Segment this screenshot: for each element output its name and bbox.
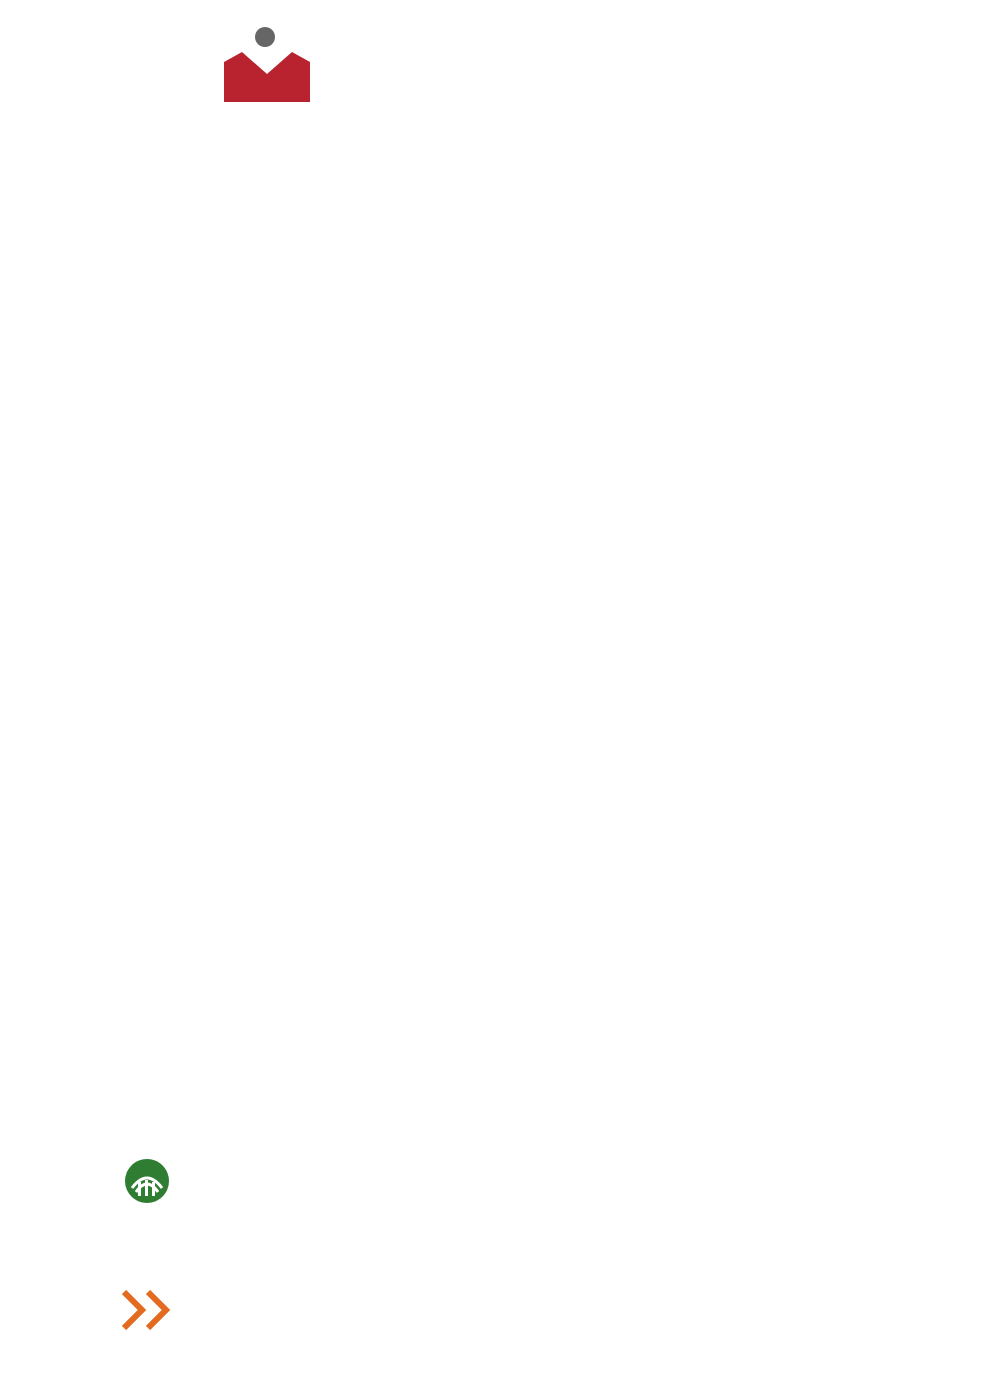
fws-logo-icon: [124, 1158, 170, 1204]
prb-chevrons-icon: [122, 1288, 182, 1332]
prosto-logo-icon: [222, 22, 312, 102]
